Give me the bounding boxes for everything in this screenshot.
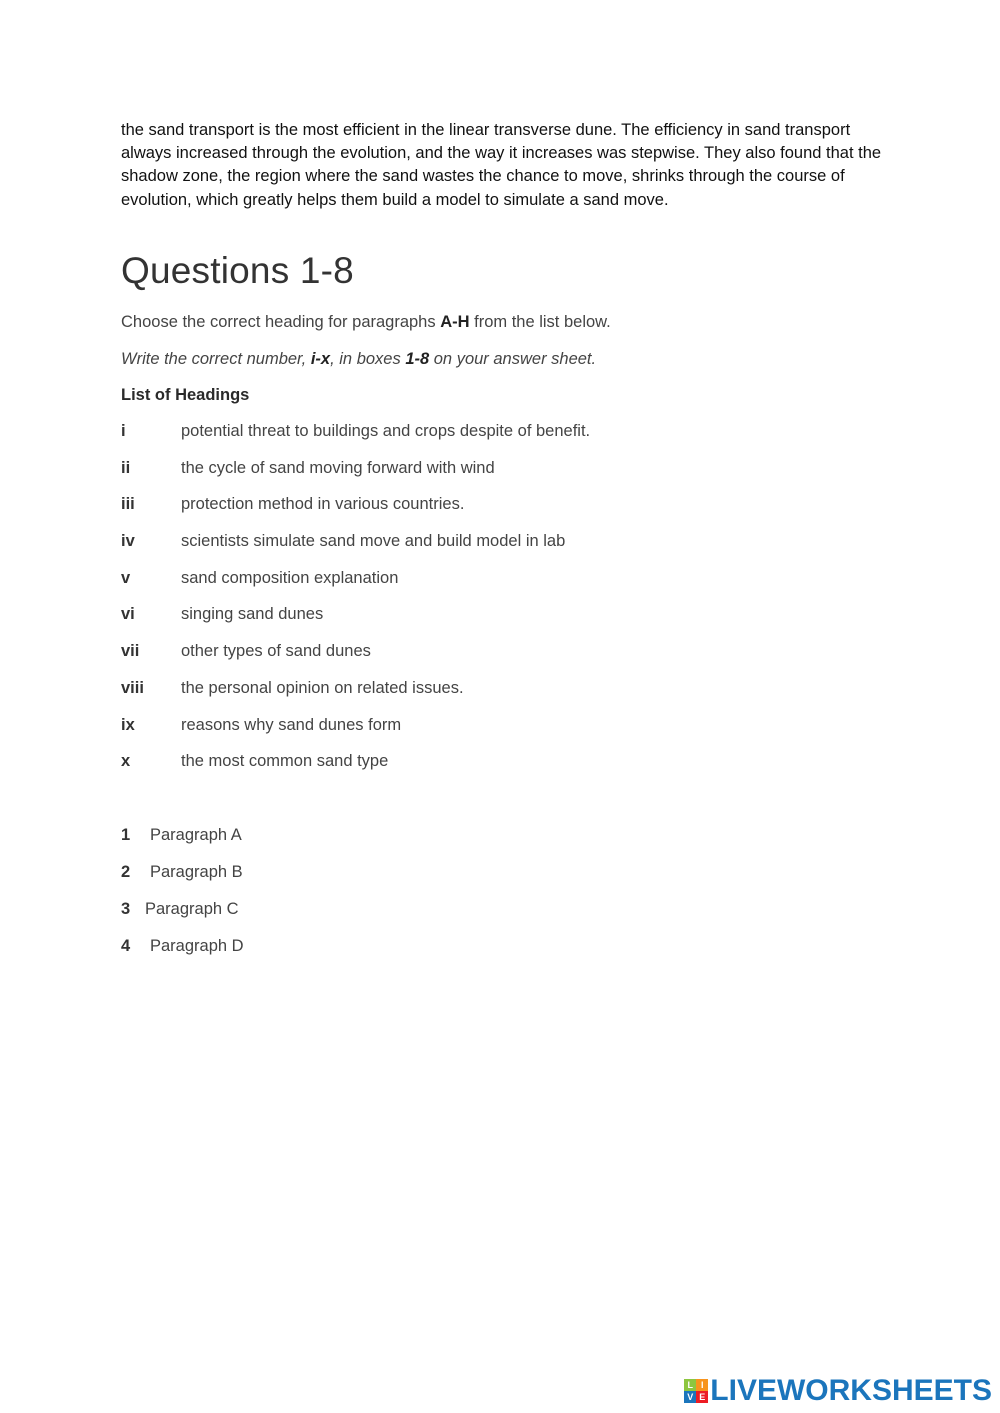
heading-numeral: i — [121, 422, 126, 440]
heading-item — [121, 495, 590, 532]
paragraph-question-item — [121, 937, 244, 974]
heading-text: scientists simulate sand move and build model in lab — [181, 532, 566, 551]
paragraph-question-item — [121, 826, 244, 863]
liveworksheets-logo-icon — [684, 1379, 708, 1403]
instruction-write-part3: on your answer sheet. — [429, 350, 597, 368]
heading-item — [121, 752, 590, 789]
question-number: 1 — [121, 826, 131, 844]
heading-text: potential threat to buildings and crops despite of benefit. — [181, 422, 591, 440]
logo-tile: I — [696, 1379, 708, 1391]
instruction-write-boxes: 1-8 — [405, 350, 430, 368]
heading-item — [121, 569, 590, 606]
heading-item — [121, 459, 590, 496]
question-number: 2 — [121, 863, 131, 881]
list-of-headings-title: List of Headings — [121, 386, 250, 404]
question-number: 4 — [121, 937, 131, 955]
paragraph-question-item — [121, 863, 244, 900]
heading-numeral: viii — [121, 678, 144, 697]
instruction-write — [121, 350, 596, 369]
heading-numeral: iii — [121, 495, 135, 514]
heading-text: the personal opinion on related issues. — [181, 678, 464, 697]
heading-item — [121, 642, 590, 679]
heading-text: other types of sand dunes — [181, 642, 371, 661]
heading-numeral: iv — [121, 532, 135, 551]
heading-numeral: v — [121, 568, 131, 587]
logo-tile: L — [684, 1379, 696, 1391]
instruction-write-part2: , in boxes — [330, 350, 406, 368]
paragraph-label: Paragraph B — [150, 863, 243, 881]
heading-text: sand composition explanation — [181, 568, 399, 587]
heading-numeral: vii — [121, 642, 140, 661]
heading-text: singing sand dunes — [181, 605, 324, 624]
liveworksheets-watermark — [684, 1374, 992, 1408]
headings-list — [121, 422, 590, 789]
questions-heading: Questions 1-8 — [121, 250, 354, 291]
passage-paragraph: the sand transport is the most efficient in the linear transverse dune. The efficiency in sand transport always increased through the evolution, and the way it increases was stepwise. They also found that the shadow zone, the region where the sand wastes the chance to move, shrinks through the course of evolution, which greatly helps them build a model to simulate a sand move. — [121, 121, 882, 209]
heading-item — [121, 679, 590, 716]
instruction-choose-after: from the list below. — [469, 313, 611, 331]
paragraph-question-item — [121, 900, 244, 937]
logo-tile: V — [684, 1391, 696, 1403]
paragraphs-list — [121, 826, 244, 974]
heading-text: reasons why sand dunes form — [181, 715, 402, 734]
heading-item — [121, 605, 590, 642]
passage-text — [121, 119, 891, 212]
heading-item — [121, 422, 590, 459]
logo-tile: E — [696, 1391, 708, 1403]
heading-item — [121, 716, 590, 753]
heading-text: the most common sand type — [181, 752, 389, 771]
question-number: 3 — [121, 900, 131, 918]
heading-numeral: x — [121, 752, 131, 771]
watermark-text: LIVEWORKSHEETS — [710, 1374, 992, 1407]
instruction-choose — [121, 313, 611, 332]
instruction-choose-before: Choose the correct heading for paragraphs — [121, 313, 441, 331]
instruction-write-range: i-x — [310, 350, 331, 368]
paragraph-label: Paragraph D — [150, 937, 244, 955]
heading-text: the cycle of sand moving forward with wind — [181, 458, 495, 477]
instruction-write-part1: Write the correct number, — [121, 350, 311, 368]
instruction-choose-range: A-H — [440, 313, 470, 331]
paragraph-label: Paragraph C — [145, 900, 239, 918]
heading-numeral: ix — [121, 715, 135, 734]
heading-numeral: vi — [121, 605, 135, 624]
heading-numeral: ii — [121, 458, 131, 477]
paragraph-label: Paragraph A — [150, 826, 242, 844]
heading-item — [121, 532, 590, 569]
heading-text: protection method in various countries. — [181, 495, 465, 514]
